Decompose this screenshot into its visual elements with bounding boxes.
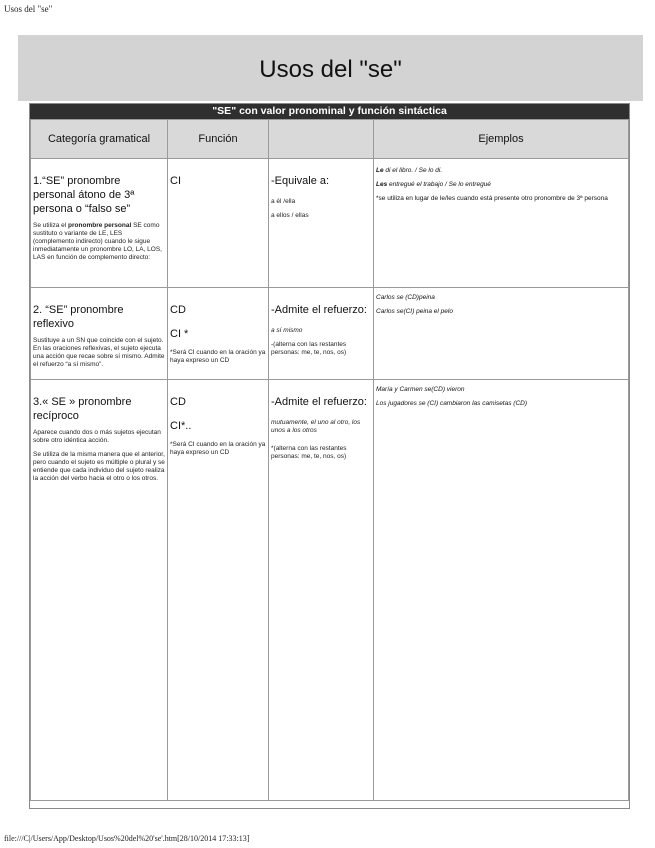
print-header: Usos del "se" xyxy=(4,4,53,14)
categoria-title: 3.« SE » pronombre recíproco xyxy=(33,396,132,422)
funcion-value: CD xyxy=(170,396,186,408)
cell-ejemplos xyxy=(374,159,629,288)
desc-bold: pronombre personal xyxy=(68,222,132,229)
extra-title: -Equivale a: xyxy=(271,175,330,187)
desc-text: SE como sustituto o variante de LE, LES (complemento indirecto) cuando le sigue inmediatamente un pronombre LO, LA, LOS, LAS en función de complemento directo: xyxy=(33,222,162,261)
categoria-description: Aparece cuando dos o más sujetos ejecutan sobre otro idéntica acción. xyxy=(33,429,161,444)
ejemplo xyxy=(376,181,626,189)
categoria-title: 1.“SE” pronombre personal átono de 3ª persona o “falso se” xyxy=(33,175,135,215)
extra-title: -Admite el refuerzo: xyxy=(271,396,367,408)
print-footer: file:///C|/Users/App/Desktop/Usos%20del%20'se'.htm[28/10/2014 17:33:13] xyxy=(4,834,250,843)
ejemplo-text: entregué el trabajo / Se lo entregué xyxy=(387,181,491,188)
extra-title: -Admite el refuerzo: xyxy=(271,304,367,316)
table-caption: "SE" con valor pronominal y función sintáctica xyxy=(30,104,629,119)
desc-text: Se utiliza el xyxy=(33,222,69,229)
extra-line: a él /ella xyxy=(271,198,296,205)
ejemplo: Los jugadores se (CI) cambiaron las camisetas (CD) xyxy=(376,400,527,407)
ejemplo: Carlos se (CD)peina xyxy=(376,294,435,301)
extra-line: a ellos / ellas xyxy=(271,212,309,219)
categoria-title: 2. “SE” pronombre reflexivo xyxy=(33,304,124,330)
extra-line: *(alterna con las restantes personas: me, te, nos, os) xyxy=(271,445,347,460)
header-funcion: Función xyxy=(168,120,269,159)
funcion-note: *Será CI cuando en la oración ya haya expreso un CD xyxy=(170,441,266,456)
table-row xyxy=(31,288,629,380)
categoria-description-2: Se utiliza de la misma manera que el anterior, pero cuando el sujeto es múltiple o plural y se entiende que cada individuo del sujeto realiza la acción del verbo hacia el otro o los otros. xyxy=(33,451,165,482)
page-title: Usos del "se" xyxy=(259,56,402,83)
cell-funcion xyxy=(168,380,269,801)
header-empty xyxy=(269,120,374,159)
cell-categoria xyxy=(31,288,168,380)
funcion-value-2: CI * xyxy=(170,328,189,340)
table-row xyxy=(31,380,629,801)
ejemplo-bold: Les xyxy=(376,181,388,188)
funcion-note: *Será CI cuando en la oración ya haya expreso un CD xyxy=(170,349,266,364)
cell-ejemplos xyxy=(374,380,629,801)
cell-ejemplos xyxy=(374,288,629,380)
cell-categoria xyxy=(31,380,168,801)
extra-line: a sí mismo xyxy=(271,327,303,334)
table-header-row xyxy=(31,120,629,159)
ejemplo-note: *se utiliza en lugar de le/les cuando está presente otro pronombre de 3ª persona xyxy=(376,195,608,202)
grammar-table xyxy=(30,119,629,801)
table-row xyxy=(31,159,629,288)
extra-line: mutuamente, el uno al otro, los unos a los otros xyxy=(271,419,361,434)
cell-funcion xyxy=(168,159,269,288)
ejemplo-text: di el libro. / Se lo di. xyxy=(383,167,443,174)
funcion-value: CI xyxy=(170,175,181,187)
extra-line: -(alterna con las restantes personas: me, te, nos, os) xyxy=(271,341,347,356)
categoria-description xyxy=(33,222,165,262)
cell-extra xyxy=(269,159,374,288)
funcion-value: CD xyxy=(170,304,186,316)
header-categoria: Categoría gramatical xyxy=(31,120,168,159)
cell-extra xyxy=(269,380,374,801)
ejemplo-bold: Le xyxy=(376,167,384,174)
ejemplo: María y Carmen se(CD) vieron xyxy=(376,386,465,393)
ejemplo: Carlos se(CI) peina el pelo xyxy=(376,308,453,315)
funcion-value-2: CI*.. xyxy=(170,420,192,432)
ejemplo xyxy=(376,167,626,175)
usage-table xyxy=(29,103,630,809)
categoria-description: Sustituye a un SN que coincide con el sujeto. En las oraciones reflexivas, el sujeto ejecuta una acción que recae sobre sí mismo. Admite el refuerzo “a sí mismo”. xyxy=(33,337,165,368)
cell-funcion xyxy=(168,288,269,380)
header-ejemplos: Ejemplos xyxy=(374,120,629,159)
cell-extra xyxy=(269,288,374,380)
title-banner xyxy=(18,35,643,101)
cell-categoria xyxy=(31,159,168,288)
